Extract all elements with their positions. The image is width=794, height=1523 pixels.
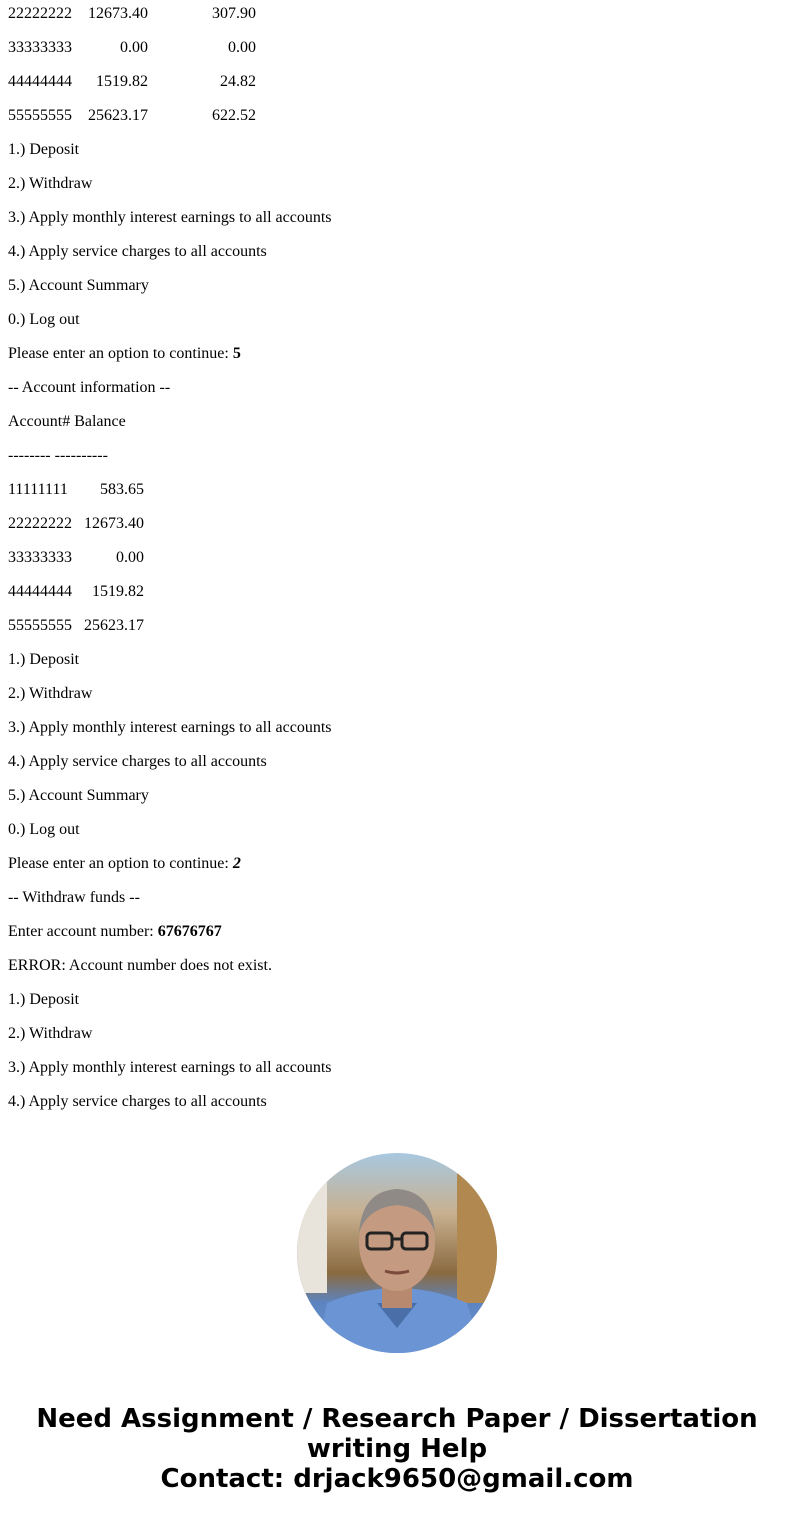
balance: 1519.82 xyxy=(92,583,144,600)
balance: 583.65 xyxy=(100,481,144,498)
interest: 24.82 xyxy=(220,73,256,90)
interest: 0.00 xyxy=(228,39,256,56)
menu-item: 1.) Deposit xyxy=(8,991,80,1008)
account-number: 55555555 xyxy=(8,107,72,124)
account-number: 11111111 xyxy=(8,481,68,498)
section-heading: -- Withdraw funds -- xyxy=(8,889,140,906)
account-number: 44444444 xyxy=(8,583,72,600)
menu-item: 5.) Account Summary xyxy=(8,787,149,804)
balance: 0.00 xyxy=(120,39,148,56)
account-number: 22222222 xyxy=(8,5,72,22)
menu-item: 5.) Account Summary xyxy=(8,277,149,294)
menu-item: 3.) Apply monthly interest earnings to all accounts xyxy=(8,719,332,736)
menu-item: 4.) Apply service charges to all accounts xyxy=(8,1093,267,1110)
balance: 1519.82 xyxy=(96,73,148,90)
menu-item: 1.) Deposit xyxy=(8,651,80,668)
account-number: 55555555 xyxy=(8,617,72,634)
account-number: 44444444 xyxy=(8,73,72,90)
menu-item: 2.) Withdraw xyxy=(8,175,93,192)
menu-item: 3.) Apply monthly interest earnings to all accounts xyxy=(8,209,332,226)
table-separator: -------- ---------- xyxy=(8,447,108,464)
footer-line-2: writing Help xyxy=(306,1434,488,1464)
table-header: Account# Balance xyxy=(8,413,126,430)
account-number: 33333333 xyxy=(8,549,72,566)
section-heading: -- Account information -- xyxy=(8,379,171,396)
menu-item: 3.) Apply monthly interest earnings to all accounts xyxy=(8,1059,332,1076)
contact-banner xyxy=(0,1404,794,1494)
menu-item: 2.) Withdraw xyxy=(8,1025,93,1042)
prompt-label: Please enter an option to continue: xyxy=(8,855,233,872)
balance: 12673.40 xyxy=(88,5,148,22)
prompt-label: Enter account number: xyxy=(8,923,158,940)
menu-item: 4.) Apply service charges to all accounts xyxy=(8,753,267,770)
prompt-input-value[interactable]: 2 xyxy=(232,855,241,872)
interest: 622.52 xyxy=(212,107,256,124)
footer-contact[interactable]: Contact: drjack9650@gmail.com xyxy=(160,1464,634,1494)
prompt-input-value[interactable]: 5 xyxy=(232,345,241,362)
balance: 25623.17 xyxy=(84,617,144,634)
option-prompt xyxy=(8,853,241,875)
account-number-prompt xyxy=(8,921,222,943)
interest: 307.90 xyxy=(212,5,256,22)
footer-line-1: Need Assignment / Research Paper / Dissertation xyxy=(36,1404,758,1434)
balance: 25623.17 xyxy=(88,107,148,124)
menu-item: 4.) Apply service charges to all accounts xyxy=(8,243,267,260)
menu-item: 2.) Withdraw xyxy=(8,685,93,702)
author-photo xyxy=(297,1153,497,1353)
account-number: 22222222 xyxy=(8,515,72,532)
account-number-input-value[interactable]: 67676767 xyxy=(157,923,222,940)
account-number: 33333333 xyxy=(8,39,72,56)
menu-item: 0.) Log out xyxy=(8,311,80,328)
balance: 12673.40 xyxy=(84,515,144,532)
balance: 0.00 xyxy=(116,549,144,566)
menu-item: 1.) Deposit xyxy=(8,141,80,158)
error-message: ERROR: Account number does not exist. xyxy=(8,957,272,974)
menu-item: 0.) Log out xyxy=(8,821,80,838)
option-prompt xyxy=(8,343,241,365)
prompt-label: Please enter an option to continue: xyxy=(8,345,233,362)
person-portrait-icon xyxy=(297,1153,497,1353)
